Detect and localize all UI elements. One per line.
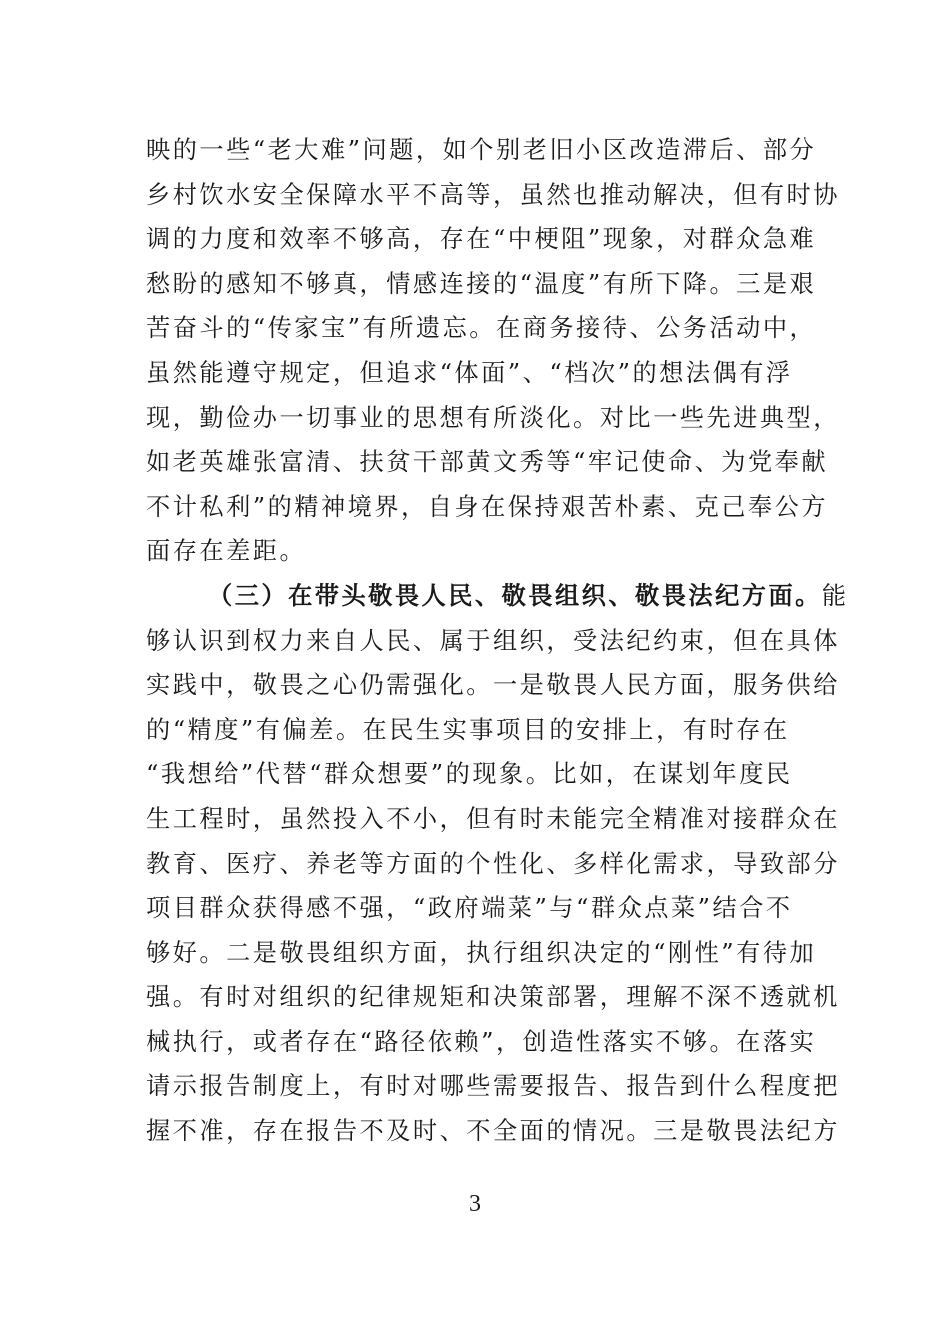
text-line: 的“精度”有偏差。在民生实事项目的安排上，有时存在 [146, 715, 790, 744]
text-line: 调的力度和效率不够高，存在“中梗阻”现象，对群众急难 [146, 225, 817, 254]
body-text [146, 128, 849, 1154]
text-line: 强。有时对组织的纪律规矩和决策部署，理解不深不透就机 [146, 983, 840, 1012]
text-line: 面存在差距。 [146, 537, 307, 566]
text-line: 生工程时，虽然投入不小，但有时未能完全精准对接群众在 [146, 804, 840, 833]
text-line: 虽然能遵守规定，但追求“体面”、“档次”的想法偶有浮 [146, 358, 793, 387]
page-number: 3 [469, 1191, 481, 1217]
section-heading-continuation: 能 [821, 581, 849, 610]
text-line: 够好。二是敬畏组织方面，执行组织决定的“刚性”有待加 [146, 938, 817, 967]
text-line: 教育、医疗、养老等方面的个性化、多样化需求，导致部分 [146, 849, 840, 878]
text-line: 现，勤俭办一切事业的思想有所淡化。对比一些先进典型， [146, 403, 840, 432]
section-heading: （三）在带头敬畏人民、敬畏组织、敬畏法纪方面。 [208, 580, 822, 610]
text-line: 如老英雄张富清、扶贫干部黄文秀等“牢记使命、为党奉献 [146, 448, 829, 477]
text-line: 映的一些“老大难”问题，如个别老旧小区改造滞后、部分 [146, 136, 817, 164]
section-heading-line [146, 574, 849, 619]
text-line: 实践中，敬畏之心仍需强化。一是敬畏人民方面，服务供给 [146, 671, 840, 700]
text-line: “我想给”代替“群众想要”的现象。比如，在谋划年度民 [146, 760, 793, 789]
text-line: 苦奋斗的“传家宝”有所遗忘。在商务接待、公务活动中， [146, 314, 817, 343]
text-line: 愁盼的感知不够真，情感连接的“温度”有所下降。三是艰 [146, 269, 817, 298]
text-line: 够认识到权力来自人民、属于组织，受法纪约束，但在具体 [146, 626, 840, 655]
text-line: 不计私利”的精神境界，自身在保持艰苦朴素、克己奉公方 [146, 492, 829, 521]
text-line: 项目群众获得感不强，“政府端菜”与“群众点菜”结合不 [146, 894, 793, 923]
text-line: 握不准，存在报告不及时、不全面的情况。三是敬畏法纪方 [146, 1117, 840, 1146]
text-line: 械执行，或者存在“路径依赖”，创造性落实不够。在落实 [146, 1027, 817, 1056]
text-line: 请示报告制度上，有时对哪些需要报告、报告到什么程度把 [146, 1072, 840, 1101]
text-line: 乡村饮水安全保障水平不高等，虽然也推动解决，但有时协 [146, 180, 840, 209]
